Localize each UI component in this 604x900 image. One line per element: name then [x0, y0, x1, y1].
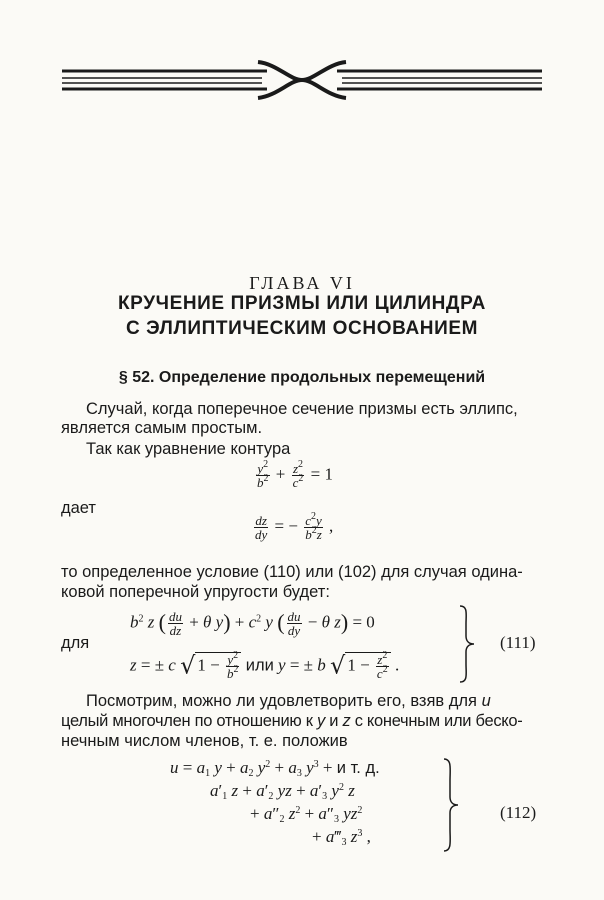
equation-112-line-2: $a'_1$ $z + a'_2$ yz + $a'_3$ $y^2$ z [210, 781, 355, 802]
right-brace-icon [456, 604, 478, 684]
equation-112-line-3: + $a''_2$ $z^2 + a''_3$ $yz^2$ [250, 804, 363, 825]
chapter-ornament-icon [62, 58, 542, 102]
paragraph-3-line-1: то определенное условие (110) или (102) для случая одина- [61, 563, 523, 581]
equation-112-line-4: + $a‴_3$ $z^3$ , [312, 827, 371, 848]
text-dlya: для [61, 634, 90, 652]
paragraph-3-line-2: ковой поперечной упругости будет: [61, 583, 330, 601]
paragraph-4-line-3: нечным числом членов, т. е. положив [61, 732, 348, 750]
text-daet: дает [61, 499, 96, 517]
equation-number-112: (112) [500, 803, 537, 822]
paragraph-4-line-1: Посмотрим, можно ли удовлетворить его, взяв для u [86, 692, 491, 710]
equation-contour: $\frac{y^2}{b^2}$ + $\frac{z^2}{c^2}$ = 1 [257, 459, 333, 490]
text-ili: или [245, 656, 274, 675]
right-brace-icon [440, 757, 462, 853]
chapter-heading: ГЛАВА VI [249, 273, 355, 293]
equation-number-111: (111) [500, 633, 536, 652]
paragraph-1-line-2: является самым простым. [61, 419, 263, 437]
equation-derivative: $\frac{dz}{dy}$ = − $\frac{c^2y}{b^2z}$ , [255, 511, 334, 542]
equation-111-line-2: z = ± c √ 1 − $\frac{y^2}{b^2}$ или y = ± b √ 1 − $\frac{z^2}{c^2}$ . [130, 650, 400, 681]
paragraph-2: Так как уравнение контура [86, 440, 291, 458]
chapter-title-line-2: С ЭЛЛИПТИЧЕСКИМ ОСНОВАНИЕМ [125, 318, 479, 339]
chapter-title-line-1: КРУЧЕНИЕ ПРИЗМЫ ИЛИ ЦИЛИНДРА [117, 293, 486, 314]
equation-111-line-1: $b^2$ z ( $\frac{du}{dz}$ + θ $y) + c^2$ y ( $\frac{du}{dy}$ − θ z) = 0 [130, 609, 375, 638]
section-heading: § 52. Определение продольных перемещений [118, 369, 486, 386]
paragraph-4-line-2: целый многочлен по отношению к y и z с конечным или беско- [61, 712, 523, 730]
equation-112-line-1: $u = a_1$ $y + a_2$ $y^2 + a_3$ $y^3 + и$ т. д. [170, 758, 380, 779]
paragraph-1-line-1: Случай, когда поперечное сечение призмы есть эллипс, [86, 400, 518, 418]
